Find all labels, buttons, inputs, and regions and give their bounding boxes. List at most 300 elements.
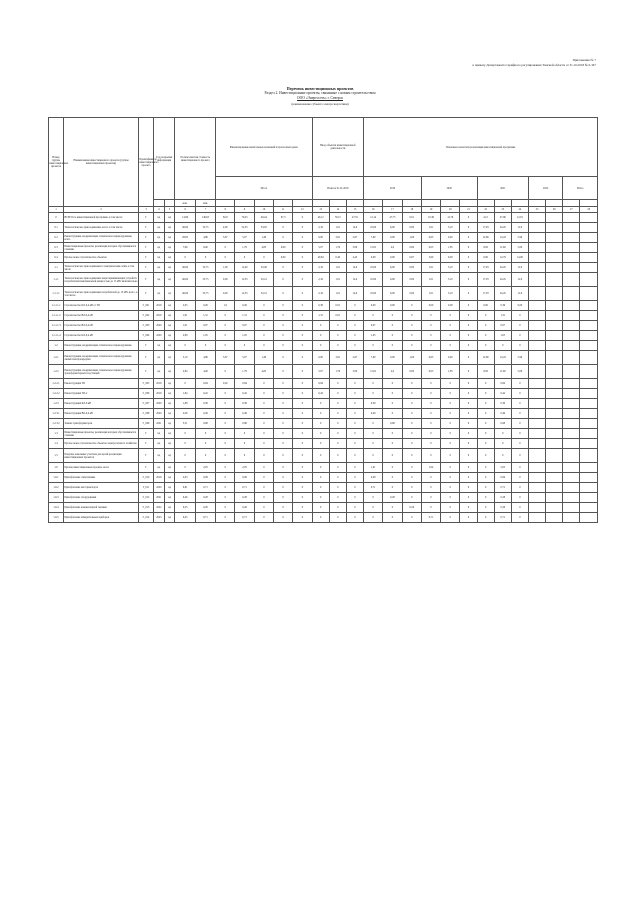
row-value: 24,45 <box>494 287 511 301</box>
row-value: 0 <box>346 321 363 331</box>
row-id: Г <box>139 351 154 365</box>
row-value: 4,0 <box>383 243 402 253</box>
row-value: 0 <box>195 341 215 351</box>
row-value: 10,00 <box>364 273 383 287</box>
table-row <box>49 223 598 233</box>
row-value: 0,26 <box>195 301 215 311</box>
row-value: нд <box>164 389 175 399</box>
row-value: нд <box>164 263 175 273</box>
row-value: 0 <box>329 463 346 473</box>
row-value: 2,16 <box>312 223 329 233</box>
row-value: 0 <box>511 399 528 409</box>
row-value: 0,42 <box>494 389 511 399</box>
row-value: 0 <box>254 311 273 321</box>
row-value: 0 <box>460 273 477 287</box>
row-value: 0 <box>216 503 235 513</box>
row-value: 0 <box>364 503 383 513</box>
empty-cell <box>580 321 598 331</box>
subheader-2020: 2020 <box>421 177 477 200</box>
empty-cell <box>529 399 546 409</box>
row-value: 1,31 <box>494 311 511 321</box>
table-row <box>49 341 598 351</box>
row-value: 12,14 <box>364 213 383 223</box>
row-value: 0 <box>364 341 383 351</box>
row-value: 0 <box>383 311 402 321</box>
row-value: 0 <box>293 473 312 483</box>
row-value: 0,00 <box>402 263 421 273</box>
row-value: 0 <box>346 483 363 493</box>
row-value: 0 <box>477 513 494 523</box>
row-value: 0 <box>329 389 346 399</box>
row-value: 0 <box>346 439 363 449</box>
unit-mln-2: млн. <box>195 200 215 207</box>
row-value: 0 <box>460 365 477 379</box>
subheader-total-2: Итого <box>563 177 598 200</box>
row-value: 1,31 <box>195 311 215 321</box>
row-value: 17,03 <box>477 273 494 287</box>
row-value: 0 <box>216 311 235 321</box>
row-value: 0 <box>494 449 511 463</box>
row-value: 46,00 <box>175 223 195 233</box>
row-value: 0 <box>293 493 312 503</box>
row-value: 0 <box>383 439 402 449</box>
row-value: 0 <box>312 493 329 503</box>
row-value: 0 <box>402 483 421 493</box>
column-number: 19 <box>421 207 440 213</box>
row-value: 0 <box>216 389 235 399</box>
row-value: 6,00 <box>383 287 402 301</box>
row-value: 0 <box>216 419 235 429</box>
row-value: 0 <box>273 341 292 351</box>
row-value: 0,01 <box>329 301 346 311</box>
row-value: 0 <box>383 473 402 483</box>
row-value: 1,48 <box>254 233 273 243</box>
empty-cell <box>563 409 580 419</box>
empty-cell <box>580 503 598 513</box>
row-value: 0,00 <box>312 351 329 365</box>
row-value: 0,00 <box>441 301 460 311</box>
row-value: 0 <box>254 463 273 473</box>
row-value: 0,09 <box>494 473 511 483</box>
empty-cell <box>529 351 546 365</box>
row-value: 0 <box>421 503 440 513</box>
row-value: 14,0 <box>346 223 363 233</box>
row-value: 0 <box>235 253 254 263</box>
empty-cell <box>580 439 598 449</box>
table-row <box>49 439 598 449</box>
row-id: Г <box>139 341 154 351</box>
row-value: 1,01 <box>421 263 440 273</box>
row-value: 0 <box>273 439 292 449</box>
row-value: 0 <box>216 243 235 253</box>
row-value: 2019 <box>154 311 165 321</box>
column-number: 6 <box>175 207 195 213</box>
row-number: 1.6.4 <box>49 503 64 513</box>
row-value: 32,48 <box>254 263 273 273</box>
row-value: 0,71 <box>195 513 215 523</box>
row-value: 0 <box>312 483 329 493</box>
empty-cell <box>563 253 580 263</box>
empty-cell <box>563 429 580 439</box>
row-value: 0,00 <box>402 365 421 379</box>
row-value: 0 <box>329 449 346 463</box>
column-number: 9 <box>235 207 254 213</box>
row-value: 10,00 <box>364 223 383 233</box>
empty-cell <box>563 389 580 399</box>
row-number: 1.1 <box>49 263 64 273</box>
row-value: 0 <box>477 419 494 429</box>
row-value: 0,26 <box>195 503 215 513</box>
row-value: 1,31 <box>235 311 254 321</box>
row-value: 0,26 <box>402 503 421 513</box>
row-value: 0,00 <box>312 233 329 243</box>
row-value: 0 <box>273 389 292 399</box>
row-value: нд <box>164 233 175 243</box>
empty-cell <box>580 253 598 263</box>
unit-mln: млн. <box>175 200 195 207</box>
row-value: 0,71 <box>364 483 383 493</box>
row-value: 0 <box>312 419 329 429</box>
empty-cell <box>546 429 563 439</box>
row-value: 0 <box>312 321 329 331</box>
row-value: 0,00 <box>216 287 235 301</box>
row-value: 0 <box>402 473 421 483</box>
empty-cell <box>580 483 598 493</box>
row-value: 2,16 <box>312 287 329 301</box>
row-value: 0 <box>273 449 292 463</box>
row-value: 3,00 <box>346 243 363 253</box>
row-value: 0 <box>254 389 273 399</box>
empty-cell <box>529 253 546 263</box>
row-value: 17,03 <box>477 263 494 273</box>
column-number: 20 <box>441 207 460 213</box>
row-value: 0 <box>254 379 273 389</box>
row-value: 0 <box>511 493 528 503</box>
row-value: 6,00 <box>383 273 402 287</box>
row-number: 1.1.1.1.2 <box>49 311 64 321</box>
row-value: 0 <box>402 419 421 429</box>
row-name: Реконструкция ТП-2 <box>64 389 139 399</box>
row-value: 3,00 <box>346 365 363 379</box>
row-value: 2,09 <box>175 409 195 419</box>
row-value: 12,0 <box>511 273 528 287</box>
row-value: 1,05 <box>235 331 254 341</box>
row-value: 0 <box>293 243 312 253</box>
row-value: 0 <box>364 389 383 399</box>
row-value: 0 <box>511 311 528 321</box>
row-value: 0 <box>254 439 273 449</box>
empty-cell <box>563 223 580 233</box>
empty-cell <box>529 213 546 223</box>
row-id: Г_013 <box>139 503 154 513</box>
row-value: 24,45 <box>494 273 511 287</box>
row-value: 1,79 <box>235 365 254 379</box>
row-name: Прочее новое строительство объектов электросетевого хозяйства <box>64 439 139 449</box>
row-name: Прочие инвестиционные проекты, всего <box>64 463 139 473</box>
subheader-2022: 2022 <box>529 177 563 200</box>
empty-cell <box>546 483 563 493</box>
row-name: Замена трансформаторов <box>64 419 139 429</box>
empty-cell <box>580 273 598 287</box>
row-value: 0 <box>460 513 477 523</box>
row-value: 0 <box>477 463 494 473</box>
row-name: Инвестиционные проекты, реализация которых обуславливается схемами <box>64 243 139 253</box>
appendix-line-2: к приказу Департамента тарифного регулирования Томской области от 31.10.2018 № 6-347 <box>472 62 596 67</box>
row-value: 0,07 <box>364 321 383 331</box>
row-value: 2,67 <box>346 351 363 365</box>
row-value: 0 <box>329 331 346 341</box>
row-value: 0 <box>477 493 494 503</box>
table-row <box>49 483 598 493</box>
row-value: 2019 <box>154 379 165 389</box>
row-id: Г_005 <box>139 379 154 389</box>
row-value: нд <box>154 273 165 287</box>
empty-cell <box>529 301 546 311</box>
row-value: 0,84 <box>235 379 254 389</box>
empty-cell <box>546 449 563 463</box>
row-value: 2019 <box>154 389 165 399</box>
row-value: 0 <box>216 493 235 503</box>
row-value: 0 <box>273 365 292 379</box>
column-number: 18 <box>402 207 421 213</box>
row-id: Г <box>139 463 154 473</box>
row-value: 0 <box>441 449 460 463</box>
row-value: нд <box>154 213 165 223</box>
row-value: 0 <box>216 449 235 463</box>
row-value: 0 <box>460 263 477 273</box>
row-value: 6,00 <box>441 253 460 263</box>
row-value: 0 <box>293 399 312 409</box>
row-value: 0 <box>460 439 477 449</box>
row-value: 0 <box>254 253 273 263</box>
row-value: 0 <box>421 419 440 429</box>
row-value: 0 <box>346 311 363 321</box>
row-value: 14,43 <box>494 233 511 243</box>
row-value: 0 <box>312 331 329 341</box>
row-value: 0 <box>312 503 329 513</box>
row-value: 0 <box>273 473 292 483</box>
row-value: 0 <box>293 409 312 419</box>
row-value: 4,85 <box>254 243 273 253</box>
table-row <box>49 301 598 311</box>
row-value: 0 <box>312 429 329 439</box>
row-value: 0 <box>460 503 477 513</box>
row-value: 0 <box>511 321 528 331</box>
empty-cell <box>546 513 563 523</box>
empty-cell <box>563 331 580 341</box>
column-number: 8 <box>216 207 235 213</box>
row-value: 0 <box>273 419 292 429</box>
row-value: 7,90 <box>364 351 383 365</box>
row-value: 0 <box>441 389 460 399</box>
empty-cell <box>580 419 598 429</box>
row-value: 0 <box>216 473 235 483</box>
empty-cell <box>546 233 563 243</box>
row-value: 0,07 <box>195 321 215 331</box>
row-value: 0 <box>312 409 329 419</box>
row-value: нд <box>164 341 175 351</box>
row-value: 0 <box>402 379 421 389</box>
row-number: 1.2.2.2 <box>49 389 64 399</box>
row-value: нд <box>154 287 165 301</box>
row-value: 0 <box>460 311 477 321</box>
row-value: 0 <box>293 419 312 429</box>
empty-cell <box>563 503 580 513</box>
row-value: 0 <box>216 513 235 523</box>
row-id: Г <box>139 223 154 233</box>
row-value: 8,82 <box>477 365 494 379</box>
row-value: нд <box>164 419 175 429</box>
row-value: 0 <box>402 399 421 409</box>
row-id: Г_014 <box>139 513 154 523</box>
row-value: 0 <box>273 493 292 503</box>
row-value: 1,01 <box>421 273 440 287</box>
row-value: 0 <box>346 419 363 429</box>
row-value: нд <box>164 253 175 263</box>
row-value: 0 <box>273 483 292 493</box>
row-value: 0 <box>494 341 511 351</box>
row-value: 0 <box>383 321 402 331</box>
row-value: 0 <box>346 473 363 483</box>
row-value: 47,96 <box>494 213 511 223</box>
column-number: 3 <box>139 207 154 213</box>
row-value: 0,63 <box>421 351 440 365</box>
row-value: 0 <box>175 379 195 389</box>
table-row <box>49 419 598 429</box>
row-value: 0 <box>421 429 440 439</box>
row-id: Г_011 <box>139 483 154 493</box>
row-id: Г <box>139 449 154 463</box>
row-value: 0 <box>293 365 312 379</box>
empty-cell <box>563 287 580 301</box>
row-value: 6,00 <box>383 263 402 273</box>
empty-cell <box>529 513 546 523</box>
row-value: 0 <box>383 449 402 463</box>
empty-cell <box>529 419 546 429</box>
row-value: 32,41 <box>254 273 273 287</box>
row-value: 79,15 <box>329 213 346 223</box>
subheader-2019: 2019 <box>364 177 422 200</box>
header-commissioning: Ввод объектов инвестиционной деятельности <box>312 118 363 177</box>
row-value: 0 <box>511 409 528 419</box>
empty-cell <box>580 409 598 419</box>
row-value: 0 <box>293 351 312 365</box>
column-number: 11 <box>273 207 292 213</box>
column-number: 16 <box>364 207 383 213</box>
table-body <box>49 213 598 523</box>
empty-cell <box>529 429 546 439</box>
row-value: 0 <box>346 449 363 463</box>
empty-cell <box>580 331 598 341</box>
empty-cell <box>580 429 598 439</box>
row-value: 0 <box>383 389 402 399</box>
row-id: Г_007 <box>139 399 154 409</box>
row-value: 0,07 <box>494 321 511 331</box>
row-value: 0,36 <box>312 301 329 311</box>
column-number: 12 <box>293 207 312 213</box>
empty-cell <box>529 365 546 379</box>
row-value: нд <box>164 287 175 301</box>
row-value: 0 <box>383 483 402 493</box>
row-value: 0 <box>329 483 346 493</box>
row-value: 0 <box>235 449 254 463</box>
row-value: 0 <box>494 429 511 439</box>
row-value: 5,00 <box>511 365 528 379</box>
row-value: 0,42 <box>235 389 254 399</box>
row-value: 0 <box>441 409 460 419</box>
row-value: 0 <box>216 439 235 449</box>
row-value: 0 <box>441 513 460 523</box>
row-name: Реконструкция, модернизация, техническое перевооружение трансформаторных подстанций <box>64 365 139 379</box>
row-value: 5,07 <box>312 243 329 253</box>
row-value: 12,76 <box>441 213 460 223</box>
row-value: 0 <box>235 439 254 449</box>
row-value: 4,86 <box>195 351 215 365</box>
row-value: 0,28 <box>235 493 254 503</box>
row-value: 0 <box>254 503 273 513</box>
row-value: 3,91 <box>329 351 346 365</box>
column-number: 10 <box>254 207 273 213</box>
row-value: 0,42 <box>312 389 329 399</box>
row-value: 0 <box>293 439 312 449</box>
row-value: 0,39 <box>195 399 215 409</box>
row-value: 0 <box>477 311 494 321</box>
row-value: 0,01 <box>329 311 346 321</box>
row-value: 0 <box>273 321 292 331</box>
empty-cell <box>563 379 580 389</box>
table-row <box>49 449 598 463</box>
row-value: 7,90 <box>364 233 383 243</box>
row-value: 4,86 <box>195 233 215 243</box>
row-value: 0,67 <box>402 253 421 263</box>
column-number: 14 <box>329 207 346 213</box>
row-number: 0.1 <box>49 223 64 233</box>
row-value: 8,82 <box>477 243 494 253</box>
table-row <box>49 233 598 243</box>
row-value: 41,5 <box>477 213 494 223</box>
row-value: 79,23 <box>235 213 254 223</box>
row-value: 5,99 <box>511 351 528 365</box>
row-name: Приобретение измерительных приборов <box>64 513 139 523</box>
row-value: 35,75 <box>195 263 215 273</box>
row-value: 0,49 <box>494 409 511 419</box>
row-value: 35,75 <box>195 223 215 233</box>
row-value: 0 <box>329 409 346 419</box>
row-value: 0 <box>273 409 292 419</box>
row-value: 1,48 <box>254 351 273 365</box>
row-name: Прочее новое строительство объектов <box>64 253 139 263</box>
row-value: 0 <box>195 429 215 439</box>
row-value: 0 <box>312 341 329 351</box>
row-value: нд <box>164 473 175 483</box>
row-number: 1.6 <box>49 463 64 473</box>
row-number: 0 <box>49 213 64 223</box>
empty-cell <box>563 311 580 321</box>
row-value: 0 <box>421 493 440 503</box>
row-id: Г <box>139 233 154 243</box>
row-value: 15,81 <box>364 243 383 253</box>
table-row <box>49 473 598 483</box>
row-value: 24,45 <box>494 263 511 273</box>
row-name: Инвестиционные проекты, реализация которых обуславливается схемами <box>64 429 139 439</box>
row-value: 0 <box>511 449 528 463</box>
empty-cell <box>563 473 580 483</box>
empty-cell <box>529 503 546 513</box>
row-value: 0 <box>421 409 440 419</box>
row-value: 3,67 <box>216 351 235 365</box>
row-value: 0 <box>254 399 273 409</box>
empty-cell <box>580 493 598 503</box>
